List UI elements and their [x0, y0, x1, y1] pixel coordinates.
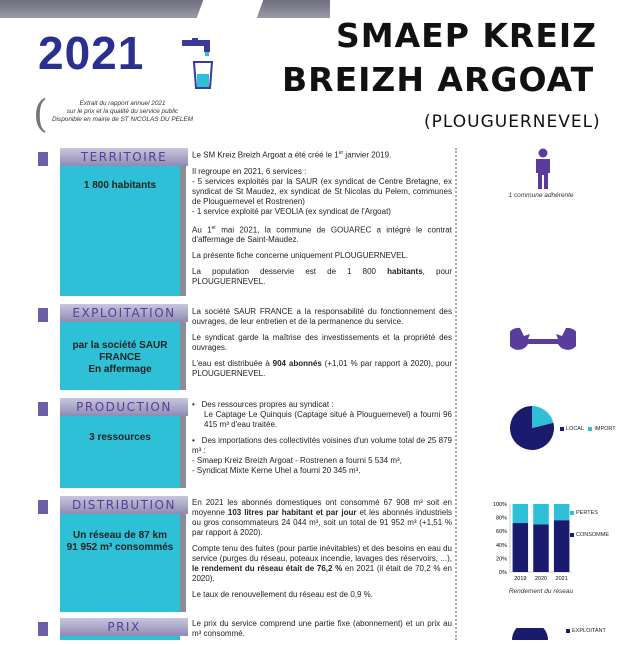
side-bar-shadow: [180, 500, 186, 612]
prix-legend: [566, 628, 606, 634]
legend-local: LOCAL: [566, 426, 584, 432]
x-tick-label: 2019: [514, 576, 527, 582]
distribution-text: En 2021 les abonnés domestiques ont consommé 67 908 m³ soit en moyenne 103 litres par habitant et par jour et les abonnés industriels ou gros consommateurs 24 044 m³, soit un total de 91 952 m³ (+1,51 % par rapport à 2020). Compte tenu des fuites (pour partie inévitables) et des besoins en eau du service (purges du réseau, poteaux incendie, lavages des réservoirs, ...), le rendement du réseau était de 76,2 % en 2021 (il était de 70,2 % en 2020). Le taux de renouvellement du réseau est de 0,9 %.: [192, 498, 452, 599]
person-icon: [532, 148, 554, 190]
bar-pertes-2019: [513, 504, 529, 523]
exploitation-key-line: En affermage: [88, 364, 152, 375]
legend-conso: CONSOMME: [576, 532, 609, 538]
territoire-side-bar: [60, 150, 180, 296]
commune-caption: 1 commune adhérente: [508, 192, 574, 199]
distribution-side-bar: [60, 500, 180, 612]
section-header-prix: PRIX: [60, 618, 188, 636]
exploitation-key-figure: [60, 340, 180, 376]
legend-pertes: PERTES: [576, 510, 598, 516]
section-tab: [38, 622, 48, 636]
production-key-figure: 3 ressources: [89, 432, 151, 443]
legend-swatch-conso: [570, 533, 574, 537]
y-tick-label: 20%: [495, 556, 507, 563]
extract-line: Disponible en mairie de ST NICOLAS DU PELEM: [51, 116, 193, 123]
pie-legend: [560, 426, 616, 432]
exploitation-key-line: FRANCE: [99, 352, 141, 363]
production-pie-chart: [508, 404, 556, 452]
side-bar-shadow: [180, 150, 186, 296]
section-tab: [38, 152, 48, 166]
prix-text: Le prix du service comprend une partie fixe (abonnement) et un prix au m³ consommé.: [192, 619, 452, 638]
rendement-bar-chart: [484, 500, 574, 588]
x-tick-label: 2020: [534, 576, 548, 582]
wrench-icon: [510, 324, 576, 354]
water-tap-icon: [178, 38, 218, 90]
y-tick-label: 100%: [492, 502, 507, 508]
rendement-caption: Rendement du réseau: [508, 588, 574, 595]
y-tick-label: 0%: [499, 570, 507, 576]
legend-swatch-local: [560, 427, 564, 431]
legend-swatch-import: [588, 427, 592, 431]
exploitation-text: La société SAUR FRANCE a la responsabilité du fonctionnement des ouvrages, de leur entretien et de la permanence du service. Le syndicat garde la maîtrise des investissements et la propriété des ouvrages. L'eau est distribuée à 904 abonnés (+1,01 % par rapport à 2020), pour PLOUGUERNEVEL.: [192, 307, 452, 378]
extract-line: Extrait du rapport annuel 2021: [79, 100, 166, 107]
column-separator: [455, 148, 457, 640]
bar-consomme-2021: [554, 520, 570, 572]
x-tick-label: 2021: [555, 576, 568, 582]
report-year: 2021: [38, 27, 145, 79]
extract-line: sur le prix et la qualité du service public: [66, 108, 179, 115]
territoire-text: Le SM Kreiz Breizh Argoat a été créé le 1er janvier 2019. Il regroupe en 2021, 6 services : - 5 services exploités par la SAUR (ex syndicat de Centre Bretagne, ex syndicat de St Maudez, ex syndicat de St Nicolas du Pelem, communes de Plouguernevel et Rostrenen) - 1 service exploité par VEOLIA (ex syndicat de l'Argoat) Au 1er mai 2021, la commune de GOUAREC a intégré le contrat d'affermage de Saint-Maudez. La présente fiche concerne uniquement PLOUGUERNEVEL. La population desservie est de 1 800 habitants, pour PLOUGUERNEVEL.: [192, 150, 453, 287]
distribution-key-line: 91 952 m³ consommés: [66, 542, 174, 553]
y-tick-label: 60%: [495, 529, 507, 536]
prix-chart-peek: [508, 628, 552, 640]
legend-exploitant: EXPLOITANT: [572, 628, 606, 634]
side-bar-shadow: [180, 404, 186, 488]
production-side-bar: [60, 404, 180, 488]
side-bar-shadow: [180, 310, 186, 390]
bar-legend: [570, 510, 609, 538]
bar-consomme-2019: [513, 523, 529, 572]
distribution-key-figure: [60, 530, 180, 554]
section-header-production: PRODUCTION: [60, 398, 188, 416]
territoire-key-figure: 1 800 habitants: [83, 180, 157, 191]
legend-swatch-exploitant: [566, 629, 570, 633]
legend-import: IMPORT: [594, 426, 616, 432]
section-tab: [38, 500, 48, 514]
production-text: • Des ressources propres au syndicat : Le Captage Le Quinquis (Captage situé à Plouguernevel) a fourni 96 415 m³ d'eau traitée. • Des importations des collectivités voisines d'un volume total de 25 879 m³ : - Smaep Kreiz Breizh Argoat - Rostrenen a fourni 5 534 m³, - Syndicat Mixte Kerne Uhel a fourni 20 345 m³.: [192, 400, 452, 475]
y-tick-label: 40%: [495, 542, 507, 549]
bar-consomme-2020: [533, 524, 549, 572]
legend-swatch-pertes: [570, 511, 574, 515]
subtitle: (PLOUGUERNEVEL): [424, 112, 601, 132]
bar-pertes-2020: [533, 504, 549, 524]
header-band: [0, 0, 330, 18]
section-header-distribution: DISTRIBUTION: [60, 496, 188, 514]
extract-note: [50, 100, 195, 124]
distribution-key-line: Un réseau de 87 km: [73, 530, 167, 541]
title-line-2: BREIZH ARGOAT: [282, 60, 595, 99]
header-band-cut: [197, 0, 264, 18]
title-line-1: SMAEP KREIZ: [336, 16, 598, 55]
exploitation-key-line: par la société SAUR: [72, 340, 168, 351]
bar-pertes-2021: [554, 504, 570, 520]
section-header-territoire: TERRITOIRE: [60, 148, 188, 166]
section-header-exploitation: EXPLOITATION: [60, 304, 188, 322]
section-tab: [38, 308, 48, 322]
section-tab: [38, 402, 48, 416]
decorative-bracket: (: [33, 92, 48, 136]
y-tick-label: 80%: [495, 515, 507, 522]
